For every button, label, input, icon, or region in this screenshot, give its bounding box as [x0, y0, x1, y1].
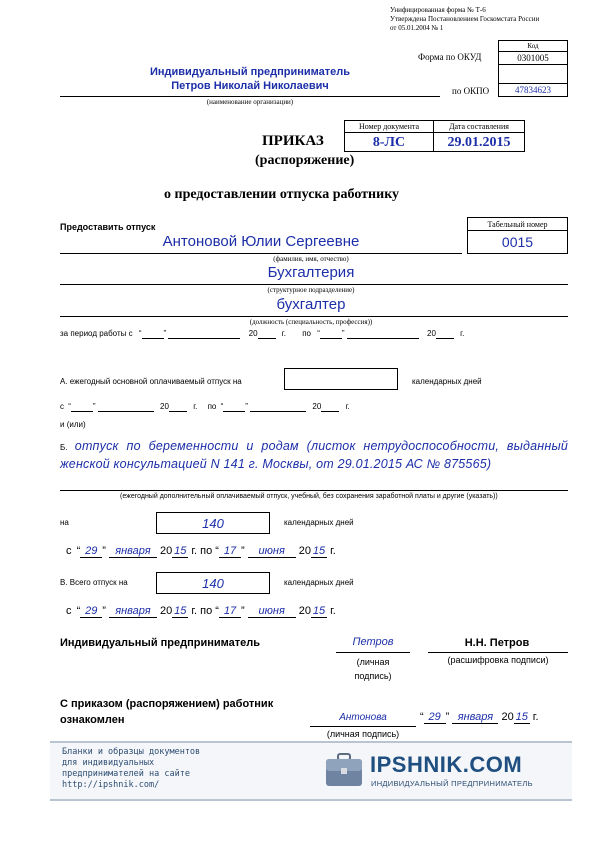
quote-close: ” — [341, 329, 345, 338]
section-b-to-day: 17 — [219, 545, 241, 558]
year-suffix: г. — [532, 711, 539, 723]
form-reference-line1: Унифицированная форма № Т-6 — [390, 6, 486, 14]
section-b-days-label: календарных дней — [284, 518, 354, 527]
section-b-dates-row — [66, 545, 336, 558]
section-a-to-day — [220, 402, 245, 412]
form-reference-line2: Утверждена Постановлением Госкомстата России — [390, 15, 540, 23]
section-v-to-month: июня — [248, 605, 296, 618]
tab-number-header: Табельный номер — [467, 217, 568, 231]
section-v-to-day: 17 — [219, 605, 241, 618]
order-title: ПРИКАЗ — [262, 133, 324, 149]
okpo-label: по ОКПО — [452, 86, 490, 96]
section-v-days: 140 — [156, 572, 270, 594]
position: бухгалтер — [276, 296, 346, 313]
year-suffix: г. — [345, 402, 350, 411]
form-reference-line3: от 05.01.2004 № 1 — [390, 24, 444, 32]
year-prefix: 20 — [298, 605, 311, 617]
section-b-line — [60, 490, 568, 491]
section-b-to-month: июня — [248, 545, 296, 558]
section-b-letter: Б. — [60, 443, 68, 452]
signer-decode-line — [428, 652, 568, 653]
brand-tagline: ИНДИВИДУАЛЬНЫЙ ПРЕДПРИНИМАТЕЛЬ — [371, 779, 533, 788]
signer-signature-caption — [336, 655, 410, 683]
quote-open: “ — [220, 402, 224, 411]
work-period-row — [60, 329, 464, 339]
section-b-to-year: 15 — [312, 545, 326, 557]
department-caption: (структурное подразделение) — [267, 286, 355, 294]
doc-number-header: Номер документа — [344, 120, 434, 133]
work-period-label: за период работы с — [60, 329, 133, 338]
organization-name — [120, 65, 380, 93]
section-v-to-year: 15 — [312, 605, 326, 617]
okpo-code: 47834623 — [498, 83, 568, 97]
section-b-description: отпуск по беременности и родам (листок нетрудоспособности, выданный женской консультацией N 141 г. Москвы, от 29.01.2015 АС № 875565) — [60, 439, 569, 471]
acquaint-year: 15 — [515, 711, 528, 723]
year-prefix: 20 — [427, 329, 436, 338]
from-label: с — [66, 545, 72, 557]
section-a-days-label: календарных дней — [412, 377, 482, 386]
employee-name-line — [60, 253, 462, 254]
footer-text — [62, 747, 200, 791]
period-to-day — [320, 329, 342, 339]
year-suffix: г. — [191, 605, 198, 617]
period-to-label: по — [302, 329, 311, 338]
organization-line1: Индивидуальный предприниматель — [150, 66, 350, 78]
year-suffix: г. — [460, 329, 465, 338]
signer-signature-line — [336, 652, 410, 653]
quote-open: “ — [215, 605, 219, 617]
order-heading: о предоставлении отпуска работнику — [164, 187, 400, 202]
from-label: с — [66, 605, 72, 617]
department-line — [60, 284, 568, 285]
quote-close: ” — [245, 402, 248, 411]
quote-close: ” — [445, 711, 450, 723]
quote-open: “ — [317, 329, 320, 338]
period-to-year — [436, 329, 454, 339]
doc-date-header: Дата составления — [433, 120, 525, 133]
acquaint-day: 29 — [424, 711, 446, 724]
quote-open: “ — [420, 711, 424, 723]
tab-number: 0015 — [467, 230, 568, 254]
quote-close: ” — [163, 329, 167, 338]
section-a-label: А. ежегодный основной оплачиваемый отпуск на — [60, 377, 242, 386]
acquaint-signature-caption: (личная подпись) — [326, 729, 400, 739]
signer-signature: Петров — [352, 636, 394, 648]
section-a-dates-row — [60, 402, 350, 412]
signer-caption-line2: подпись) — [354, 671, 392, 681]
section-v-from-month: января — [109, 605, 157, 618]
period-from-year — [258, 329, 276, 339]
section-b-from-month: января — [109, 545, 157, 558]
brand-name[interactable]: IPSHNIK.COM — [370, 752, 523, 777]
section-a-from-day — [71, 402, 93, 412]
organization-underline — [60, 96, 440, 97]
employee-name: Антоновой Юлии Сергеевне — [162, 233, 360, 250]
quote-open: “ — [215, 545, 219, 557]
quote-close: ” — [240, 545, 245, 557]
section-b-caption: (ежегодный дополнительный оплачиваемый отпуск, учебный, без сохранения заработной платы и другие (указать)) — [120, 493, 498, 500]
to-label: по — [207, 402, 217, 411]
section-b-text — [60, 438, 568, 473]
section-v-dates-row — [66, 605, 336, 618]
section-v-from-day: 29 — [80, 605, 102, 618]
footer-line2: для индивидуальных — [62, 758, 155, 768]
signer-caption-line1: (личная — [356, 657, 390, 667]
acquaint-month: января — [452, 711, 498, 724]
year-suffix: г. — [281, 329, 286, 338]
period-from-month — [168, 329, 240, 339]
section-a-from-year — [169, 402, 187, 412]
acquaint-statement — [60, 696, 273, 728]
section-a-days-box — [284, 368, 398, 390]
year-suffix: г. — [193, 402, 198, 411]
acquaint-line2: ознакомлен — [60, 714, 125, 726]
acquaint-line1: С приказом (распоряжением) работник — [60, 698, 274, 710]
section-v-days-label: календарных дней — [284, 578, 354, 587]
section-v-from-year: 15 — [174, 605, 187, 617]
year-prefix: 20 — [160, 402, 169, 411]
from-label: с — [60, 402, 64, 411]
order-subtitle: (распоряжение) — [255, 153, 355, 168]
doc-number: 8-ЛС — [344, 132, 434, 152]
briefcase-icon — [324, 752, 364, 788]
quote-close: ” — [102, 545, 106, 557]
section-a-from-month — [98, 402, 154, 412]
year-prefix: 20 — [160, 545, 173, 557]
to-label: по — [200, 605, 213, 617]
quote-open: “ — [76, 605, 81, 617]
signer-decode-caption: (расшифровка подписи) — [447, 655, 549, 665]
year-prefix: 20 — [501, 711, 514, 723]
section-a-to-month — [250, 402, 306, 412]
employee-name-caption: (фамилия, имя, отчество) — [273, 255, 349, 263]
year-prefix: 20 — [298, 545, 311, 557]
acquaint-signature-line — [310, 726, 416, 727]
to-label: по — [200, 545, 213, 557]
signer-role: Индивидуальный предприниматель — [60, 637, 260, 649]
position-caption: (должность (специальность, профессия)) — [249, 318, 373, 326]
organization-line2: Петров Николай Николаевич — [171, 80, 329, 92]
year-suffix: г. — [330, 605, 336, 617]
section-a-to-year — [321, 402, 339, 412]
section-b-on-label: на — [60, 518, 69, 527]
quote-open: “ — [68, 402, 71, 411]
period-from-day — [142, 329, 164, 339]
signer-decode: Н.Н. Петров — [464, 637, 530, 649]
section-b-from-day: 29 — [80, 545, 102, 558]
empty-code-cell — [498, 64, 568, 84]
year-prefix: 20 — [312, 402, 322, 411]
section-b-days: 140 — [156, 512, 270, 534]
year-prefix: 20 — [248, 329, 258, 338]
year-prefix: 20 — [160, 605, 173, 617]
year-suffix: г. — [330, 545, 336, 557]
acquaint-signature: Антонова — [339, 712, 387, 723]
section-b-from-year: 15 — [174, 545, 187, 557]
and-or-label: и (или) — [60, 420, 86, 429]
quote-close: ” — [92, 402, 96, 411]
footer-line1: Бланки и образцы документов — [62, 747, 201, 757]
okud-code: 0301005 — [498, 51, 568, 65]
footer-line3: предпринимателей на сайте — [62, 769, 190, 779]
quote-open: “ — [76, 545, 81, 557]
doc-date: 29.01.2015 — [433, 132, 525, 152]
department: Бухгалтерия — [267, 264, 355, 281]
year-suffix: г. — [191, 545, 198, 557]
organization-caption: (наименование организации) — [206, 98, 294, 106]
acquaint-date-row — [420, 711, 539, 724]
period-to-month — [347, 329, 419, 339]
position-line — [60, 316, 568, 317]
okud-label: Форма по ОКУД — [418, 52, 482, 62]
code-header: Код — [498, 40, 568, 52]
form-reference — [390, 6, 539, 33]
section-v-label: В. Всего отпуск на — [60, 578, 128, 587]
grant-leave-label: Предоставить отпуск — [60, 222, 156, 232]
footer-url[interactable]: http://ipshnik.com/ — [62, 780, 160, 790]
quote-close: ” — [240, 605, 245, 617]
quote-open: “ — [138, 329, 142, 338]
quote-close: ” — [102, 605, 106, 617]
